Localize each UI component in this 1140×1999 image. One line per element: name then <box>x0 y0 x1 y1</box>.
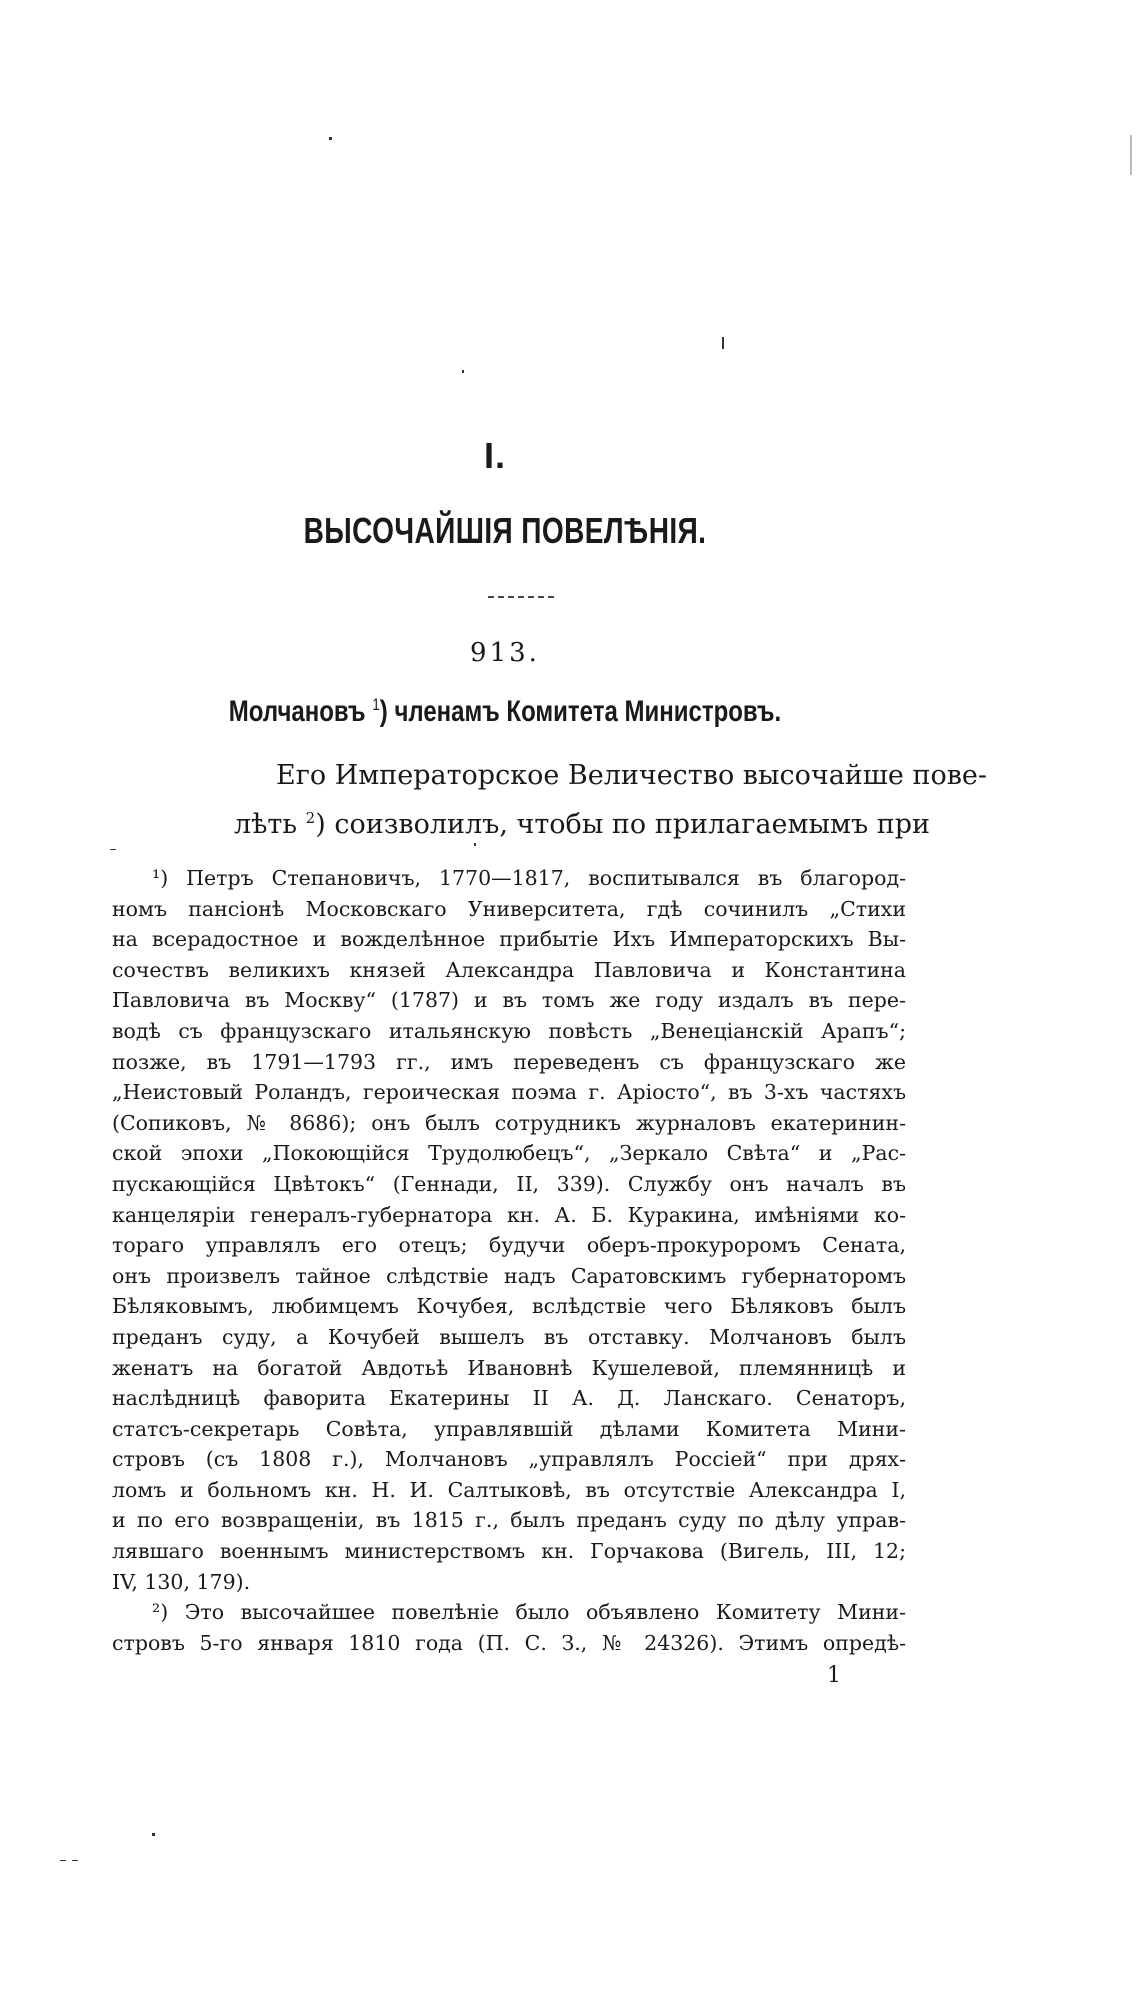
footnote-line: преданъ суду, а Кочубей вышелъ въ отставку. Молчановъ былъ <box>112 1324 906 1349</box>
footnote-line: сочествъ великихъ князей Александра Павловича и Константина <box>112 957 906 982</box>
footnotes <box>112 863 906 1658</box>
footnote-line: лявшаго военнымъ министерствомъ кн. Горчакова (Вигель, III, 12; <box>112 1539 906 1564</box>
footnote-line: на всерадостное и вожделѣнное прибытіе Ихъ Императорскихъ Вы- <box>112 927 906 952</box>
footnote-line: ²) Это высочайшее повелѣніе было объявлено Комитету Мини- <box>152 1600 906 1625</box>
scan-speck <box>60 1860 66 1861</box>
footnote-line: Бѣляковымъ, любимцемъ Кочубея, вслѣдствіе чего Бѣляковъ былъ <box>112 1294 906 1319</box>
footnote-line: статсъ-секретарь Совѣта, управлявшій дѣлами Комитета Мини- <box>112 1416 906 1441</box>
heading-text-before: Молчановъ <box>228 695 373 728</box>
footnote-1 <box>112 863 906 1597</box>
footnote-line: онъ произвелъ тайное слѣдствіе надъ Саратовскимъ губернаторомъ <box>112 1263 906 1288</box>
footnote-line: номъ пансіонѣ Московскаго Университета, гдѣ сочинилъ „Стихи <box>112 896 906 921</box>
scan-speck <box>152 1833 155 1836</box>
footnote-line: водѣ съ французскаго итальянскую повѣсть „Венеціанскій Арапъ“; <box>112 1018 906 1043</box>
heading-text-after: ) членамъ Комитета Министровъ. <box>379 695 782 728</box>
footnote-line: стровъ 5-го января 1810 года (П. С. З., № 24326). Этимъ опредѣ- <box>112 1630 906 1655</box>
section-divider <box>488 596 554 600</box>
document-number: 913. <box>470 638 540 668</box>
footnote-line: ¹) Петръ Степановичъ, 1770—1817, воспитывался въ благород- <box>152 866 906 890</box>
footnote-2 <box>112 1597 906 1658</box>
footnote-mark-2: 2 <box>305 809 316 827</box>
footnote-line: ломъ и больномъ кн. Н. И. Салтыковѣ, въ отсутствіе Александра I, <box>112 1477 906 1502</box>
footnote-line: женатъ на богатой Авдотьѣ Ивановнѣ Кушелевой, племянницѣ и <box>112 1355 906 1380</box>
scan-speck <box>462 370 464 373</box>
footnote-line: IV, 130, 179). <box>112 1569 251 1594</box>
footnote-line: наслѣдницѣ фаворита Екатерины II А. Д. Ланскаго. Сенаторъ, <box>112 1386 906 1411</box>
document-heading <box>101 695 909 729</box>
footnote-line: (Сопиковъ, № 8686); онъ былъ сотрудникъ журналовъ екатеринин- <box>112 1110 906 1135</box>
page-number: 1 <box>827 1663 841 1688</box>
footnote-line: позже, въ 1791—1793 гг., имъ переведенъ съ французскаго же <box>112 1049 906 1074</box>
scan-speck <box>329 137 332 140</box>
scan-speck <box>1130 135 1132 175</box>
footnote-line: пускающійся Цвѣтокъ“ (Геннади, II, 339). Службу онъ началъ въ <box>112 1171 906 1196</box>
section-number: I. <box>483 435 506 476</box>
body-text <box>234 755 988 846</box>
body-line-1: Его Императорское Величество высочайше пове- <box>276 760 988 791</box>
body-line-2 <box>234 797 930 846</box>
scan-speck <box>722 337 724 349</box>
scan-speck <box>110 849 116 850</box>
footnote-line: тораго управлялъ его отецъ; будучи оберъ-прокуроромъ Сената, <box>112 1233 906 1258</box>
footnote-line: „Неистовый Роландъ, героическая поэма г. Аріосто“, въ 3-хъ частяхъ <box>112 1080 906 1105</box>
body-line-2-start: лѣть <box>234 809 306 840</box>
section-title: ВЫСОЧАЙШІЯ ПОВЕЛѢНІЯ. <box>303 510 707 551</box>
footnote-line: и по его возвращеніи, въ 1815 г., былъ преданъ суду по дѣлу управ- <box>112 1508 906 1533</box>
body-line-2-end: ) соизволилъ, чтобы по прилагаемымъ при <box>315 809 930 840</box>
footnote-line: ской эпохи „Покоющійся Трудолюбецъ“, „Зеркало Свѣта“ и „Рас- <box>112 1141 906 1166</box>
footnote-mark-1: 1 <box>372 695 380 714</box>
scan-speck <box>72 1860 78 1861</box>
footnote-line: Павловича въ Москву“ (1787) и въ томъ же году издалъ въ пере- <box>112 988 906 1013</box>
footnote-line: канцеляріи генералъ-губернатора кн. А. Б. Куракина, имѣніями ко- <box>112 1202 906 1227</box>
footnote-line: стровъ (съ 1808 г.), Молчановъ „управлялъ Россіей“ при дрях- <box>112 1447 906 1472</box>
